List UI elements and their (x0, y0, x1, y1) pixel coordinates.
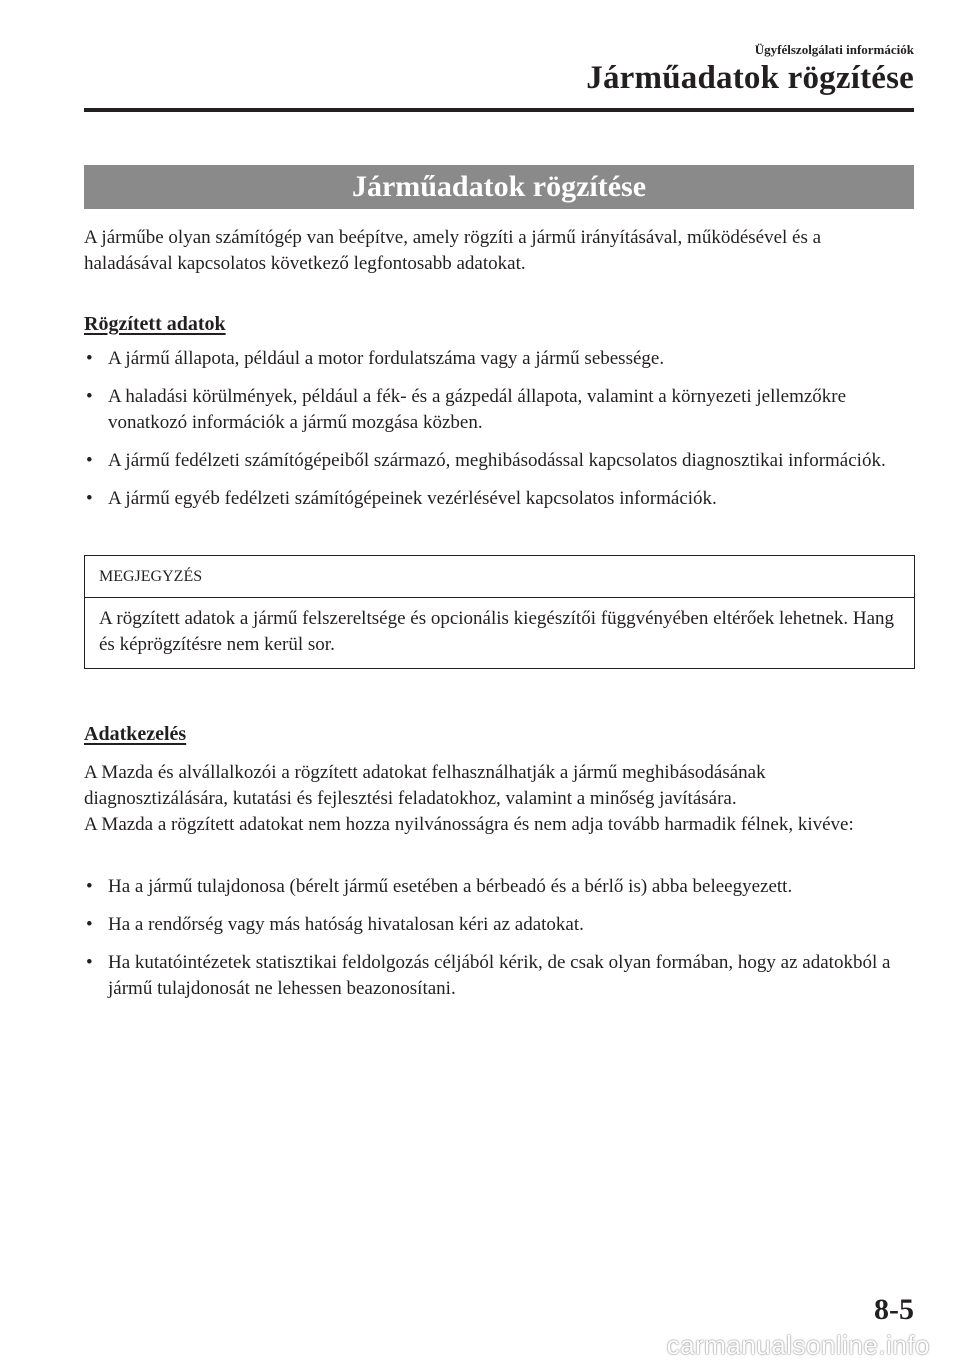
header-section-label: Ügyfélszolgálati információk (754, 42, 914, 57)
list-item (84, 384, 914, 436)
list-item-text: A haladási körülmények, például a fék- és a gázpedál állapota, valamint a környezeti jellemzőkre vonatkozó információk a jármű mozgása közben. (108, 386, 847, 433)
data-handling-paragraph: A Mazda és alvállalkozói a rögzített adatokat felhasználhatják a jármű meghibásodásának diagnosztizálására, kutatási és fejlesztési feladatokhoz, valamint a minőség javítására. (84, 762, 766, 809)
list-item-text: A jármű állapota, például a motor fordulatszáma vagy a jármű sebessége. (108, 348, 665, 369)
bullet-icon: • (86, 876, 93, 897)
data-handling-heading: Adatkezelés (84, 723, 187, 745)
note-heading: MEGJEGYZÉS (85, 556, 914, 598)
list-item-text: A jármű egyéb fedélzeti számítógépeinek vezérlésével kapcsolatos információk. (108, 488, 717, 509)
exceptions-list (84, 874, 914, 1014)
recorded-data-list (84, 346, 914, 524)
section-banner: Járműadatok rögzítése (84, 165, 914, 209)
list-item (84, 448, 914, 474)
intro-paragraph: A járműbe olyan számítógép van beépítve, amely rögzíti a jármű irányításával, működésével és a haladásával kapcsolatos következő legfontosabb adatokat. (84, 227, 822, 274)
bullet-icon: • (86, 386, 93, 407)
page-number: 8-5 (874, 1293, 914, 1326)
note-body: A rögzített adatok a jármű felszereltsége és opcionális kiegészítői függvényében eltérőek lehetnek. Hang és képrögzítésre nem kerül sor. (99, 608, 895, 655)
bullet-icon: • (86, 450, 93, 471)
header-divider (84, 108, 914, 112)
header-title: Járműadatok rögzítése (586, 60, 914, 96)
list-item (84, 950, 914, 1002)
list-item (84, 874, 914, 900)
list-item (84, 346, 914, 372)
bullet-icon: • (86, 488, 93, 509)
list-item-text: A jármű fedélzeti számítógépeiből származó, meghibásodással kapcsolatos diagnosztikai információk. (108, 450, 886, 471)
watermark: carmanualsonline.info (666, 1330, 930, 1360)
list-item-text: Ha a jármű tulajdonosa (bérelt jármű esetében a bérbeadó és a bérlő is) abba beleegyezett. (108, 876, 793, 897)
list-item (84, 912, 914, 938)
note-box (84, 555, 915, 669)
bullet-icon: • (86, 952, 93, 973)
bullet-icon: • (86, 348, 93, 369)
data-handling-paragraph: A Mazda a rögzített adatokat nem hozza nyilvánosságra és nem adja tovább harmadik félnek, kivéve: (84, 814, 854, 835)
data-handling-text (84, 760, 914, 838)
list-item-text: Ha kutatóintézetek statisztikai feldolgozás céljából kérik, de csak olyan formában, hogy az adatokból a jármű tulajdonosát ne lehessen beazonosítani. (108, 952, 891, 999)
list-item-text: Ha a rendőrség vagy más hatóság hivatalosan kéri az adatokat. (108, 914, 584, 935)
bullet-icon: • (86, 914, 93, 935)
recorded-data-heading: Rögzített adatok (84, 313, 226, 335)
list-item (84, 486, 914, 512)
